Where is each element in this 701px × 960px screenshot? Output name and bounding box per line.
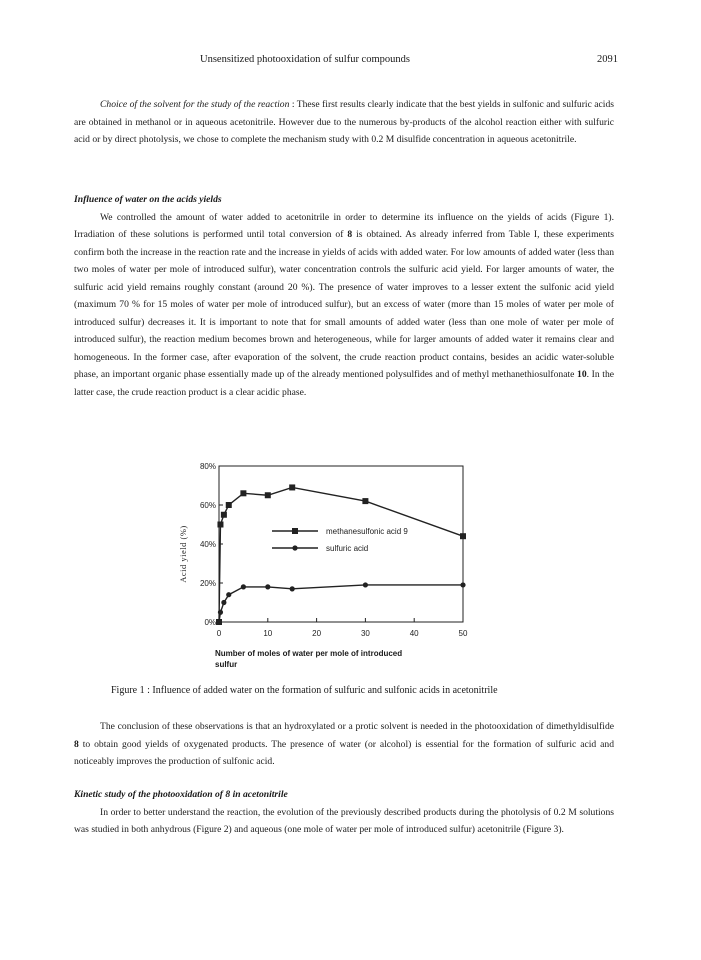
data-point [460,533,466,539]
x-tick-label: 40 [409,629,419,638]
x-tick-label: 0 [216,629,222,638]
y-tick-label: 20% [199,579,216,588]
compound-number: 8 [347,229,353,240]
data-point [221,512,227,518]
section-water-influence [74,191,614,401]
section-heading: Influence of water on the acids yields [74,194,222,205]
data-point [226,502,232,508]
data-point [217,522,223,528]
data-point [289,484,295,490]
chart-series [216,484,466,625]
text-run: . In the latter case, the crude reaction product is a clear acidic phase. [74,369,614,398]
section-body: In order to better understand the reaction, the evolution of the previously described products during the photolysis of 0.2 M solutions was studied in both anhydrous (Figure 2) and aqueous (one mole of water per mole of introduced sulfur) acetonitrile (Figure 3). [74,806,614,835]
x-tick-label: 50 [458,629,468,638]
legend-marker [292,545,297,550]
text-run: The conclusion of these observations is that an hydroxylated or a protic solvent is needed in the photooxidation of dimethyldisulfide [100,721,614,732]
page-number: 2091 [597,54,618,65]
paragraph-conclusion [74,718,614,771]
x-tick-label: 30 [360,629,370,638]
data-point [221,600,226,605]
legend-label: sulfuric acid [326,544,369,553]
data-point [363,582,368,587]
data-point [265,584,270,589]
y-tick-label: 80% [199,462,216,471]
figure-caption: Figure 1 : Influence of added water on the formation of sulfuric and sulfonic acids in acetonitrile [111,685,498,696]
legend-marker [292,528,298,534]
section-body [74,209,614,402]
figure-1-chart [160,460,500,680]
y-tick-label: 60% [199,501,216,510]
compound-number: 10 [577,369,587,380]
data-point [290,586,295,591]
text-run: in acetonitrile [230,789,288,800]
data-point [226,592,231,597]
section-kinetic-study [74,786,614,839]
data-point [460,582,465,587]
data-point [216,619,221,624]
x-label-line: sulfur [215,660,238,669]
data-point [241,584,246,589]
compound-number: 8 [225,789,231,800]
chart-legend [272,527,408,553]
series-line [219,487,463,622]
legend-label: methanesulfonic acid 9 [326,527,408,536]
text-run: is obtained. As already inferred from Table I, these experiments confirm both the increase in the reaction rate and the increase in yields of acids with added water. For low amounts of added water (less than two moles of water per mole of introduced sulfur), water concentration controls the sulfuric acid yield. For larger amounts of water, the sulfuric acid yield remains roughly constant (around 20 %). The presence of water improves to a lesser extent the sulfonic acid yield (maximum 70 % for 15 moles of water per mole of introduced sulfur), but an excess of water (more than 15 moles of water per mole of introduced sulfur) decreases it. It is important to note that for small amounts of added water (less than one mole of water per mole of introduced sulfur), the reaction medium becomes brown and heterogeneous, while for larger amounts of added water it remains clear and homogeneous. In the former case, after evaporation of the solvent, the crude reaction product contains, besides an acidic water-soluble phase, an important organic phase essentially made up of the already mentioned polysulfides and of methyl methanethiosulfonate [74,229,614,380]
data-point [218,610,223,615]
text-run: Kinetic study of the photooxidation of [74,789,226,800]
y-tick-label: 0% [204,618,216,627]
x-tick-label: 20 [312,629,322,638]
series-line [219,585,463,622]
text-run: We controlled the amount of water added to acetonitrile in order to determine its influence on the yields of acids (Figure 1). Irradiation of these solutions is performed until total conversion of [74,211,614,240]
section-heading [74,786,614,804]
compound-number: 8 [74,738,79,750]
x-tick-label: 10 [263,629,273,638]
data-point [362,498,368,504]
running-title: Unsensitized photooxidation of sulfur compounds [200,54,410,65]
paragraph-lead: Choice of the solvent for the study of the reaction [100,99,290,110]
x-label-line: Number of moles of water per mole of introduced [215,649,403,658]
y-tick-label: 40% [199,540,216,549]
data-point [240,490,246,496]
paragraph-solvent-choice [74,96,614,149]
data-point [265,492,271,498]
y-axis-label: Acid yield (%) [178,525,188,583]
paragraph-body: : These first results clearly indicate that the best yields in sulfonic and sulfuric acids are obtained in methanol or in aqueous acetonitrile. However due to the numerous by-products of the alcohol reaction either with sulfuric acid or by direct photolysis, we chose to complete the mechanism study with 0.2 M disulfide concentration in aqueous acetonitrile. [74,99,614,145]
chart-x-axis-label [215,648,455,670]
text-run: to obtain good yields of oxygenated products. The presence of water (or alcohol) is essential for the formation of sulfuric acid and noticeably improves the production of sulfonic acid. [74,738,614,767]
